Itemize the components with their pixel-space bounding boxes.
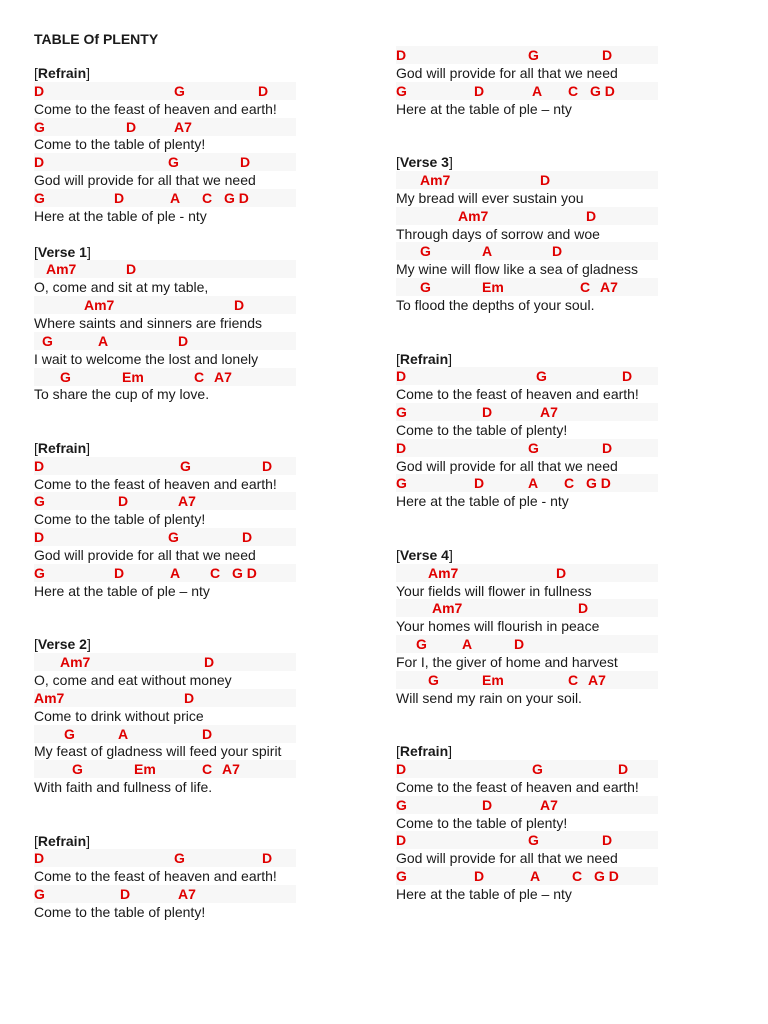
lyric-line: With faith and fullness of life. <box>34 779 213 795</box>
chord: G <box>396 404 407 420</box>
chord: A7 <box>174 118 192 135</box>
chord: D <box>540 171 551 188</box>
section-label: [Refrain] <box>396 350 453 367</box>
section-label: [Verse 1] <box>34 243 91 260</box>
lyric-line: God will provide for all that we need <box>34 547 256 563</box>
chord: A <box>528 475 539 492</box>
chord: Am7 <box>84 297 115 314</box>
chord: G D <box>586 475 611 492</box>
lyric-line: Your fields will flower in fullness <box>396 582 592 599</box>
chord: D <box>240 154 251 171</box>
chord: G <box>60 368 71 385</box>
chord: D <box>474 82 485 99</box>
chord: D <box>234 297 245 314</box>
lyric-line: I wait to welcome the lost and lonely <box>34 350 259 367</box>
section-name: Verse 2 <box>37 636 87 653</box>
page-title: TABLE Of PLENTY <box>34 31 159 47</box>
section-name: Verse 4 <box>399 546 449 563</box>
chord: D <box>202 725 213 742</box>
chord: D <box>242 529 253 546</box>
chord: G <box>528 832 539 849</box>
chord: D <box>120 886 131 903</box>
chord: D <box>602 47 613 63</box>
chord: A <box>530 868 541 885</box>
section-label: [Refrain] <box>34 439 91 456</box>
chord: C <box>572 868 583 885</box>
chord-line <box>396 82 658 100</box>
chord: D <box>482 404 493 420</box>
chord-line <box>34 296 296 314</box>
chord-line <box>396 796 658 814</box>
chord: C <box>568 82 579 99</box>
section-label: [Refrain] <box>396 743 453 760</box>
lyric-line: Come to the table of plenty! <box>34 136 206 153</box>
section-name: Verse 3 <box>399 154 449 171</box>
lyric-line: Come to the table of plenty! <box>34 511 206 528</box>
section-name: Verse 1 <box>37 243 87 260</box>
lyric-line: Come to the feast of heaven and earth! <box>396 386 639 403</box>
chord: D <box>552 243 563 260</box>
chord: G <box>396 796 407 813</box>
chord-line <box>396 831 658 849</box>
lyric-line: Come to drink without price <box>34 707 204 724</box>
chord: Am7 <box>60 654 91 671</box>
chord: G <box>428 671 439 688</box>
chord: C <box>580 279 591 296</box>
chord: D <box>114 564 125 581</box>
chord: D <box>556 564 567 581</box>
chord: G <box>180 457 191 474</box>
chord: D <box>622 368 633 385</box>
chord: A <box>462 636 473 653</box>
lyric-line: Here at the table of ple – nty <box>396 100 572 117</box>
chord: G <box>536 368 547 385</box>
chord: D <box>396 832 407 849</box>
chord: D <box>34 529 45 546</box>
lyric-line: God will provide for all that we need <box>396 64 618 81</box>
chord: G <box>396 868 407 885</box>
section-label: [Verse 3] <box>396 154 453 171</box>
chord-line <box>34 332 296 350</box>
chord: G <box>34 564 45 581</box>
chord: D <box>126 261 137 278</box>
chord: G D <box>224 189 249 206</box>
chord-line <box>34 760 296 778</box>
chord: C <box>202 189 213 206</box>
lyric-line: To share the cup of my love. <box>34 386 210 403</box>
chord: G D <box>594 868 619 885</box>
chord: A7 <box>600 279 618 296</box>
chord-line <box>396 403 658 421</box>
chord: D <box>578 600 589 617</box>
lyric-line: God will provide for all that we need <box>396 457 618 474</box>
lyric-line: Come to the feast of heaven and earth! <box>34 868 277 885</box>
chord-line <box>34 492 296 510</box>
chord: G D <box>232 564 257 581</box>
chord: Em <box>134 761 156 778</box>
chord-line <box>34 118 296 136</box>
chord-line <box>396 760 658 778</box>
lyric-line: My feast of gladness will feed your spirit <box>34 743 282 760</box>
lyric-line: Come to the table of plenty! <box>34 904 206 920</box>
chord: D <box>184 689 195 706</box>
chord: D <box>34 457 45 474</box>
lyric-line: Where saints and sinners are friends <box>34 314 262 331</box>
chord: G <box>174 850 185 867</box>
lyric-line: Come to the feast of heaven and earth! <box>34 475 277 492</box>
chord: G <box>174 82 185 99</box>
chord-line <box>34 457 296 475</box>
chord: Am7 <box>46 261 77 278</box>
lyric-line: Here at the table of ple – nty <box>34 582 210 599</box>
lyric-line: God will provide for all that we need <box>396 850 618 867</box>
chord: G <box>396 82 407 99</box>
chord-line <box>396 242 658 260</box>
chord-line <box>34 725 296 743</box>
chord: C <box>568 671 579 688</box>
chord: D <box>34 82 45 99</box>
chord: D <box>602 439 613 456</box>
chord: Am7 <box>458 207 489 224</box>
lyric-line: God will provide for all that we need <box>34 172 256 189</box>
lyric-line: For I, the giver of home and harvest <box>396 653 618 670</box>
chord: G <box>34 189 45 206</box>
chord: C <box>194 368 205 385</box>
lyric-line: Will send my rain on your soil. <box>396 689 582 706</box>
chord-line <box>396 367 658 385</box>
chord: D <box>618 761 629 777</box>
chord: A7 <box>588 671 606 688</box>
chord: D <box>396 439 407 456</box>
chord: D <box>482 796 493 813</box>
lyric-line: Come to the feast of heaven and earth! <box>396 778 639 795</box>
chord: A7 <box>222 761 240 778</box>
chord: A <box>482 243 493 260</box>
lyric-line: To flood the depths of your soul. <box>396 296 595 313</box>
chord-line <box>34 653 296 671</box>
chord: D <box>262 850 273 867</box>
section-label: [Refrain] <box>34 65 91 81</box>
chord: G <box>532 761 543 777</box>
chord: D <box>586 207 597 224</box>
chord: A7 <box>178 886 196 903</box>
chord: C <box>202 761 213 778</box>
chord: D <box>114 189 125 206</box>
section-name: Refrain <box>399 350 449 367</box>
chord: A7 <box>540 796 558 813</box>
chord: A <box>170 189 181 206</box>
chord-line <box>396 46 658 64</box>
chord: D <box>396 761 407 777</box>
chord: D <box>602 832 613 849</box>
chord: A <box>170 564 181 581</box>
chord: C <box>564 475 575 492</box>
chord: D <box>34 850 45 867</box>
section-name: Refrain <box>37 65 87 81</box>
chord: D <box>262 457 273 474</box>
section-name: Refrain <box>37 832 87 849</box>
chord-line <box>396 278 658 296</box>
chord-line <box>396 867 658 885</box>
section-label: [Verse 4] <box>396 546 453 563</box>
chord-line <box>34 368 296 386</box>
chord: Am7 <box>420 171 451 188</box>
chord: G D <box>590 82 615 99</box>
lyric-line: My bread will ever sustain you <box>396 189 584 206</box>
chord-line <box>396 564 658 582</box>
lyric-line: Your homes will flourish in peace <box>396 618 600 635</box>
chord: Em <box>482 279 504 296</box>
section-name: Refrain <box>37 439 87 456</box>
chord: G <box>64 725 75 742</box>
chord: G <box>34 493 45 510</box>
chord-line <box>396 439 658 457</box>
lyric-line: Here at the table of ple - nty <box>396 493 569 510</box>
chord: D <box>178 332 189 349</box>
chord: D <box>204 654 215 671</box>
chord: A <box>98 332 109 349</box>
chord: D <box>118 493 129 510</box>
chord: D <box>258 82 269 99</box>
chord-line <box>34 189 296 207</box>
chord: G <box>168 154 179 171</box>
chord-line <box>34 689 296 707</box>
chord-line <box>34 260 296 278</box>
chord: D <box>396 368 407 385</box>
chord: Am7 <box>432 600 463 617</box>
chord: Em <box>482 671 504 688</box>
chord: G <box>528 47 539 63</box>
chord: D <box>514 636 525 653</box>
chord: G <box>34 886 45 903</box>
chord: Em <box>122 368 144 385</box>
chord: G <box>420 243 431 260</box>
chord: D <box>474 475 485 492</box>
chord: D <box>474 868 485 885</box>
lyric-line: Come to the feast of heaven and earth! <box>34 100 277 117</box>
chord-line <box>396 635 658 653</box>
chord-line <box>34 849 296 867</box>
lyric-line: Here at the table of ple – nty <box>396 886 572 902</box>
chord-line <box>396 474 658 492</box>
section-label: [Refrain] <box>34 832 91 849</box>
lyric-line: Come to the table of plenty! <box>396 814 568 831</box>
chord: Am7 <box>428 564 459 581</box>
chord: G <box>420 279 431 296</box>
lyric-line: Here at the table of ple - nty <box>34 207 207 224</box>
chord: G <box>72 761 83 778</box>
lyric-line: My wine will flow like a sea of gladness <box>396 261 638 278</box>
chord: A7 <box>178 493 196 510</box>
section-label: [Verse 2] <box>34 636 91 653</box>
chord-line <box>34 564 296 582</box>
chord: C <box>210 564 221 581</box>
chord: A <box>532 82 543 99</box>
chord: D <box>126 118 137 135</box>
chord-line <box>34 885 296 903</box>
chord: G <box>34 118 45 135</box>
lyric-line: Come to the table of plenty! <box>396 421 568 438</box>
chord-line <box>396 599 658 617</box>
chord-line <box>396 207 658 225</box>
chord: G <box>396 475 407 492</box>
chord-line <box>396 171 658 189</box>
chord-line <box>34 528 296 546</box>
chord: A7 <box>540 404 558 420</box>
chord-line <box>34 153 296 171</box>
chord: D <box>396 47 407 63</box>
chord: G <box>168 529 179 546</box>
lyric-line: O, come and eat without money <box>34 671 232 688</box>
chord: G <box>528 439 539 456</box>
chord: G <box>416 636 427 653</box>
chord: G <box>42 332 53 349</box>
chord: Am7 <box>34 689 65 706</box>
lyric-line: O, come and sit at my table, <box>34 279 209 296</box>
chord-line <box>396 671 658 689</box>
chord: A <box>118 725 129 742</box>
chord: D <box>34 154 45 171</box>
chord-line <box>34 82 296 100</box>
lyric-line: Through days of sorrow and woe <box>396 225 600 242</box>
chord: A7 <box>214 368 232 385</box>
section-name: Refrain <box>399 743 449 760</box>
